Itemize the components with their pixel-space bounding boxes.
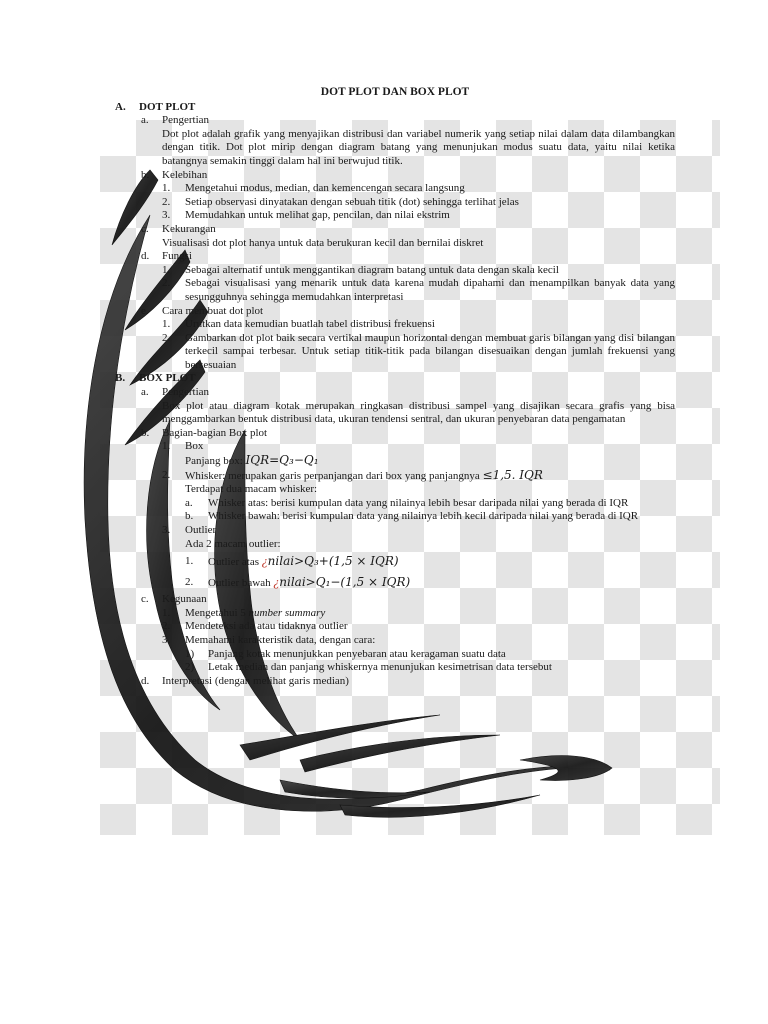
list-number: 2. [162, 195, 171, 208]
list-number: 3. [162, 524, 171, 536]
list-number: 1. [162, 263, 171, 276]
subsection-label: Bagian-bagian Box plot [162, 426, 268, 439]
list-number: 1. [162, 318, 171, 331]
subsection-marker: d. [141, 250, 150, 263]
list-number: 1. [162, 440, 171, 453]
list-number: 1. [162, 182, 171, 195]
subsection-label: Kegunaan [162, 593, 207, 606]
section-box-plot [115, 372, 675, 386]
list-text: Whisker atas: berisi kumpulan data yang nilainya lebih besar daripada nilai yang berada di IQR [208, 496, 629, 509]
list-number: 2. [162, 620, 171, 633]
list-number: 2. [185, 576, 194, 589]
whisker-formula: ≤1,5. IQR [482, 467, 543, 482]
list-number: 3. [162, 209, 171, 222]
list-text-italic: number summary [248, 606, 326, 619]
subsection-marker: c. [141, 593, 149, 606]
list-item [115, 440, 675, 454]
list-item [115, 572, 675, 593]
list-text: Setiap observasi dinyatakan dengan sebuah titik (dot) sehingga terlihat jelas [185, 195, 519, 208]
section-title: DOT PLOT [139, 100, 196, 113]
list-item [115, 497, 675, 511]
list-item [115, 277, 675, 304]
list-text: Mendeteksi ada atau tidaknya outlier [185, 620, 348, 633]
subsection-heading [115, 223, 675, 237]
list-text: Whisker: merupakan garis perpanjangan dari box yang panjangnya [185, 469, 480, 482]
list-number: 2. [162, 331, 171, 344]
subsection-heading [115, 114, 675, 128]
subsection-heading [115, 386, 675, 400]
paragraph: Ada 2 macam outlier: [185, 537, 281, 550]
formula-symbol: ¿ [273, 576, 280, 590]
list-item [115, 524, 675, 538]
list-item [115, 469, 675, 484]
list-text: Sebagai visualisasi yang menarik untuk data karena mudah dipahami dan menampilkan banyak data yang sesungguhnya sehingga memudahkan interpretasi [185, 277, 675, 303]
document-body [115, 86, 675, 688]
iqr-formula: IQR=Q₃−Q₁ [245, 453, 319, 468]
list-text: Outlier bawah [208, 577, 271, 590]
subsection-label: Interpretasi (dengan melihat garis median) [162, 674, 349, 687]
subsection-marker: e. [141, 304, 149, 317]
formula-line [115, 454, 675, 469]
list-number: 1. [185, 555, 194, 568]
list-number: 3. [162, 633, 171, 646]
list-text: Letak median dan panjang whiskernya menunjukan kesimetrisan data tersebut [208, 661, 552, 674]
subsection-heading [115, 250, 675, 264]
list-item [115, 182, 675, 196]
subsection-heading [115, 593, 675, 607]
outlier-lower-formula: nilai>Q₁−(1,5 × IQR) [279, 575, 411, 590]
list-number: 1) [185, 647, 195, 660]
list-text: Memudahkan untuk melihat gap, pencilan, dan nilai ekstrim [185, 209, 450, 222]
paragraph: Visualisasi dot plot hanya untuk data berukuran kecil dan bernilai diskret [162, 236, 484, 249]
list-item [115, 196, 675, 210]
subsection-marker: b. [141, 168, 150, 181]
subsection-label: Pengertian [162, 386, 210, 399]
formula-label: Panjang box: [185, 455, 243, 468]
subsection-marker: d. [141, 674, 150, 687]
list-number: 2) [185, 661, 195, 674]
list-text: Sebagai alternatif untuk menggantikan diagram batang untuk data dengan skala kecil [185, 263, 559, 276]
subsection-heading [115, 305, 675, 319]
list-text: Urutkan data kemudian buatlah tabel distribusi frekuensi [185, 318, 435, 331]
list-item [115, 648, 675, 662]
list-text: Whisker bawah: berisi kumpulan data yang nilainya lebih kecil daripada nilai yang berada di IQR [208, 510, 639, 523]
list-item [115, 318, 675, 332]
subsection-marker: b. [141, 426, 150, 439]
list-item [115, 620, 675, 634]
list-text: Panjang kotak menunjukkan penyebaran atau keragaman suatu data [208, 647, 506, 660]
subsection-label: Cara membuat dot plot [162, 304, 264, 317]
subsection-label: Pengertian [162, 114, 210, 127]
list-item [115, 264, 675, 278]
list-number: 2. [162, 468, 171, 481]
section-dot-plot [115, 101, 675, 115]
list-letter: b. [185, 510, 194, 523]
subsection-heading [115, 427, 675, 441]
document-title: DOT PLOT DAN BOX PLOT [320, 86, 470, 98]
list-letter: a. [185, 496, 193, 509]
subsection-marker: a. [141, 114, 149, 127]
subsection-label: Fungsi [162, 250, 192, 263]
list-item [115, 634, 675, 648]
list-text: Gambarkan dot plot baik secara vertikal maupun horizontal dengan membuat garis bilangan yang disi bilangan terkecil sampai terbesar. Untuk setiap titik-titik pada bilangan disesuaikan dengan jumlah frekuensi yang bersesuaian [185, 331, 675, 371]
subsection-heading [115, 169, 675, 183]
subsection-marker: c. [141, 222, 149, 235]
outlier-upper-formula: nilai>Q₃+(1,5 × IQR) [267, 554, 399, 569]
list-item [115, 510, 675, 524]
paragraph: Terdapat dua macam whisker: [185, 483, 318, 496]
list-item [115, 209, 675, 223]
subsection-label: Kelebihan [162, 168, 208, 181]
paragraph: Box plot atau diagram kotak merupakan ringkasan distribusi sampel yang disajikan secara grafis yang bisa menggambarkan bentuk distribusi data, ukuran tendensi sentral, dan ukuran penyebaran data pengamatan [162, 399, 675, 426]
list-text: Box [185, 440, 204, 453]
list-item [115, 661, 675, 675]
list-item [115, 607, 675, 621]
section-marker: A. [115, 100, 126, 113]
list-number: 1. [162, 606, 171, 619]
subsection-label: Kekurangan [162, 222, 216, 235]
paragraph: Dot plot adalah grafik yang menyajikan distribusi dan variabel numerik yang setiap nilai dalam data dilambangkan dengan titik. Dot plot mirip dengan diagram batang yang menunjukan modus suatu data, yaitu nilai ketika batangnya semakin tinggi dalam hal ini berwujud titik. [162, 127, 675, 167]
list-item [115, 551, 675, 572]
subsection-heading [115, 675, 675, 689]
list-text: Outlier [185, 524, 217, 536]
subsection-marker: a. [141, 386, 149, 399]
section-title: BOX PLOT [139, 372, 196, 385]
list-number: 2. [162, 277, 171, 290]
formula-symbol: ¿ [261, 555, 268, 569]
section-marker: B. [115, 372, 126, 385]
list-text: Mengetahui modus, median, dan kemencengan secara langsung [185, 182, 465, 195]
list-text: Outlier atas [208, 556, 260, 569]
list-item [115, 332, 675, 373]
list-text: Mengetahui 5 [185, 606, 249, 619]
list-text: Memahami karakteristik data, dengan cara: [185, 633, 376, 646]
